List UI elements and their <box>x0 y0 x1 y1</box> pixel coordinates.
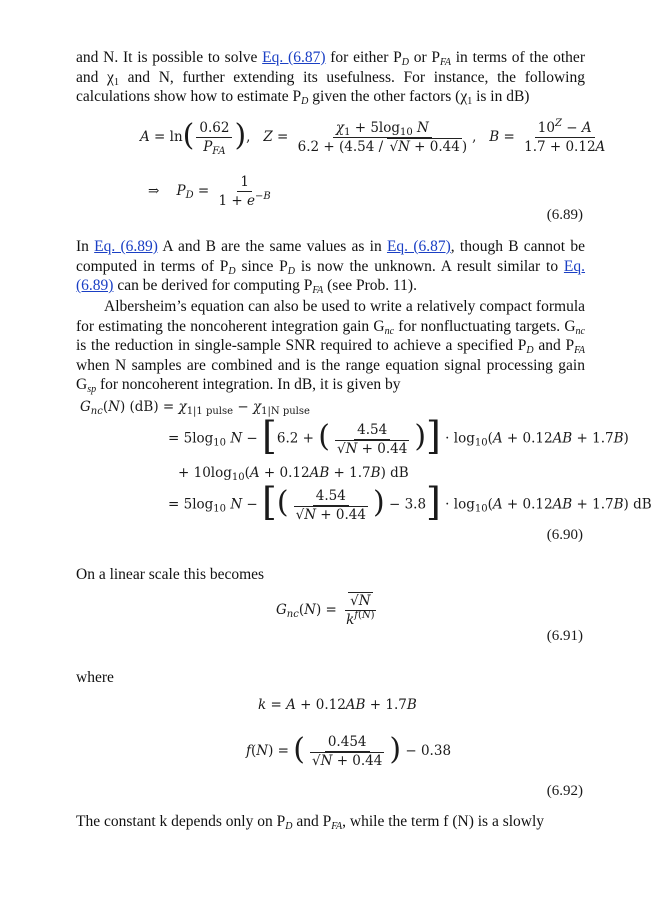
text-run: Albersheim’s equation can also be used to write a relatively compact formula for estimating the noncoherent integration gain G <box>76 298 585 335</box>
link-eq-6-87[interactable]: Eq. (6.87) <box>386 238 451 255</box>
equation-6-89: A = ln( $\frac{0.62}{P_{FA}}$ ), Z = $\frac{\chi_1 + 5\log_{10} N}{6.2 + (4.54 / √N + 0.44 )}$ , B = $\frac{10^Z - A}{1.7 + 0.12A}$ ⇒ $P_D$ = $\frac{1}{1 + e^{-B}}$ (6.89) <box>76 120 585 232</box>
link-eq-6-87[interactable]: Eq. (6.87) <box>262 49 326 66</box>
text-run: for nonfluctuating targets. G <box>394 317 576 335</box>
paragraph-where <box>76 668 585 688</box>
paragraph-constant-k: The constant k depends only on $P_D$ and $P_{FA}$, while the term f (N) is a slowly <box>76 813 545 832</box>
equation-number: (6.91) <box>546 628 583 644</box>
text-run: , though B cannot be computed in terms of P <box>76 238 585 275</box>
text-run: can be derived for computing P <box>113 277 313 294</box>
text-run: , while the term f (N) is a slowly <box>342 813 545 830</box>
text-run: On a linear scale this becomes <box>76 566 265 583</box>
text-run: and N. It is possible to solve <box>76 49 263 66</box>
text-run: for either P <box>325 49 402 66</box>
text-run: and N, further extending its usefulness. For instance, the following calculations show how to estimate P <box>76 68 585 105</box>
text-run: A and B are the same values as in <box>157 238 387 255</box>
text-run: for noncoherent integration. In dB, it is given by <box>96 376 401 393</box>
text-run: is now the unknown. A result similar to <box>295 257 564 275</box>
equation-6-91: $G_{nc}(N)$ = $\frac{√N}{k^{f(N)}}$ (6.91) <box>76 593 585 653</box>
text-run: or P <box>408 49 441 66</box>
text-run: is in dB) <box>472 88 530 105</box>
paragraph-albersheim: Albersheim’s equation can also be used to write a relatively compact formula for estimating the noncoherent integration gain $G_{nc}$ for nonfluctuating targets. $G_{nc}$ is the reduction in single-sample SNR required to achieve a specified $P_D$ and $P_{FA}$ when N samples are combined and is the range equation signal processing gain $G_{sp}$ for noncoherent integration. In dB, it is given by <box>76 298 586 395</box>
text-run: (see Prob. 11). <box>323 277 417 294</box>
equation-number: (6.89) <box>546 207 583 223</box>
equation-number: (6.90) <box>546 527 583 543</box>
equation-6-92: k = A + 0.12AB + 1.7B f(N) = ( $\frac{0.454}{√N + 0.44}$ ) − 0.38 (6.92) <box>76 696 585 806</box>
equation-number: (6.92) <box>546 783 583 799</box>
text-run: when N samples are combined and is the range equation signal processing gain G <box>76 356 585 393</box>
equation-6-90: $G_{nc}(N) (dB) = \chi_{1|1 pulse} - \chi_{1|N pulse}$ = $5\log_{10}$ N − [6.2 + ( $\frac{4.54}{√N + 0.44}$ )] · $\log_{10}(A + 0.12AB + 1.7B)$ + $10\log_{10}(A + 0.12AB + 1.7B)$ dB = $5\log_{10}$ N − [( $\frac{4.54}{√N + 0.44}$ ) − $3.8] \cdot \log_{10}(A + 0.12AB + 1.7B)$ dB (6.90) <box>76 398 585 553</box>
text-run: in terms of the other and χ <box>76 49 585 86</box>
text-run: since P <box>235 257 288 275</box>
link-eq-6-89[interactable]: Eq. (6.89) <box>76 257 586 294</box>
link-eq-6-89[interactable]: Eq. (6.89) <box>94 238 158 255</box>
text-run: is the reduction in single-sample SNR required to achieve a specified P <box>76 337 527 354</box>
text-run: The constant k depends only on P <box>76 813 286 830</box>
paragraph-eq-discussion: In Eq. (6.89) A and B are the same values as in Eq. (6.87), though B cannot be computed in terms of $P_D$ since $P_D$ is now the unknown. A result similar to Eq. (6.89) can be derived for computing $P_{FA}$ (see Prob. 11). <box>76 238 586 296</box>
text-run: given the other factors (χ <box>308 88 468 105</box>
paragraph-linear-scale <box>76 565 585 585</box>
text-run: where <box>76 669 114 686</box>
text-run: In <box>76 238 95 255</box>
text-run: and P <box>292 813 332 830</box>
text-run: and P <box>533 337 575 354</box>
paragraph-intro: and N. It is possible to solve Eq. (6.87) for either $P_D$ or $P_{FA}$ in terms of the other and $\chi_1$ and N, further extending its usefulness. For instance, the following calculations show how to estimate $P_D$ given the other factors ($\chi_1$ is in dB) <box>76 49 585 107</box>
